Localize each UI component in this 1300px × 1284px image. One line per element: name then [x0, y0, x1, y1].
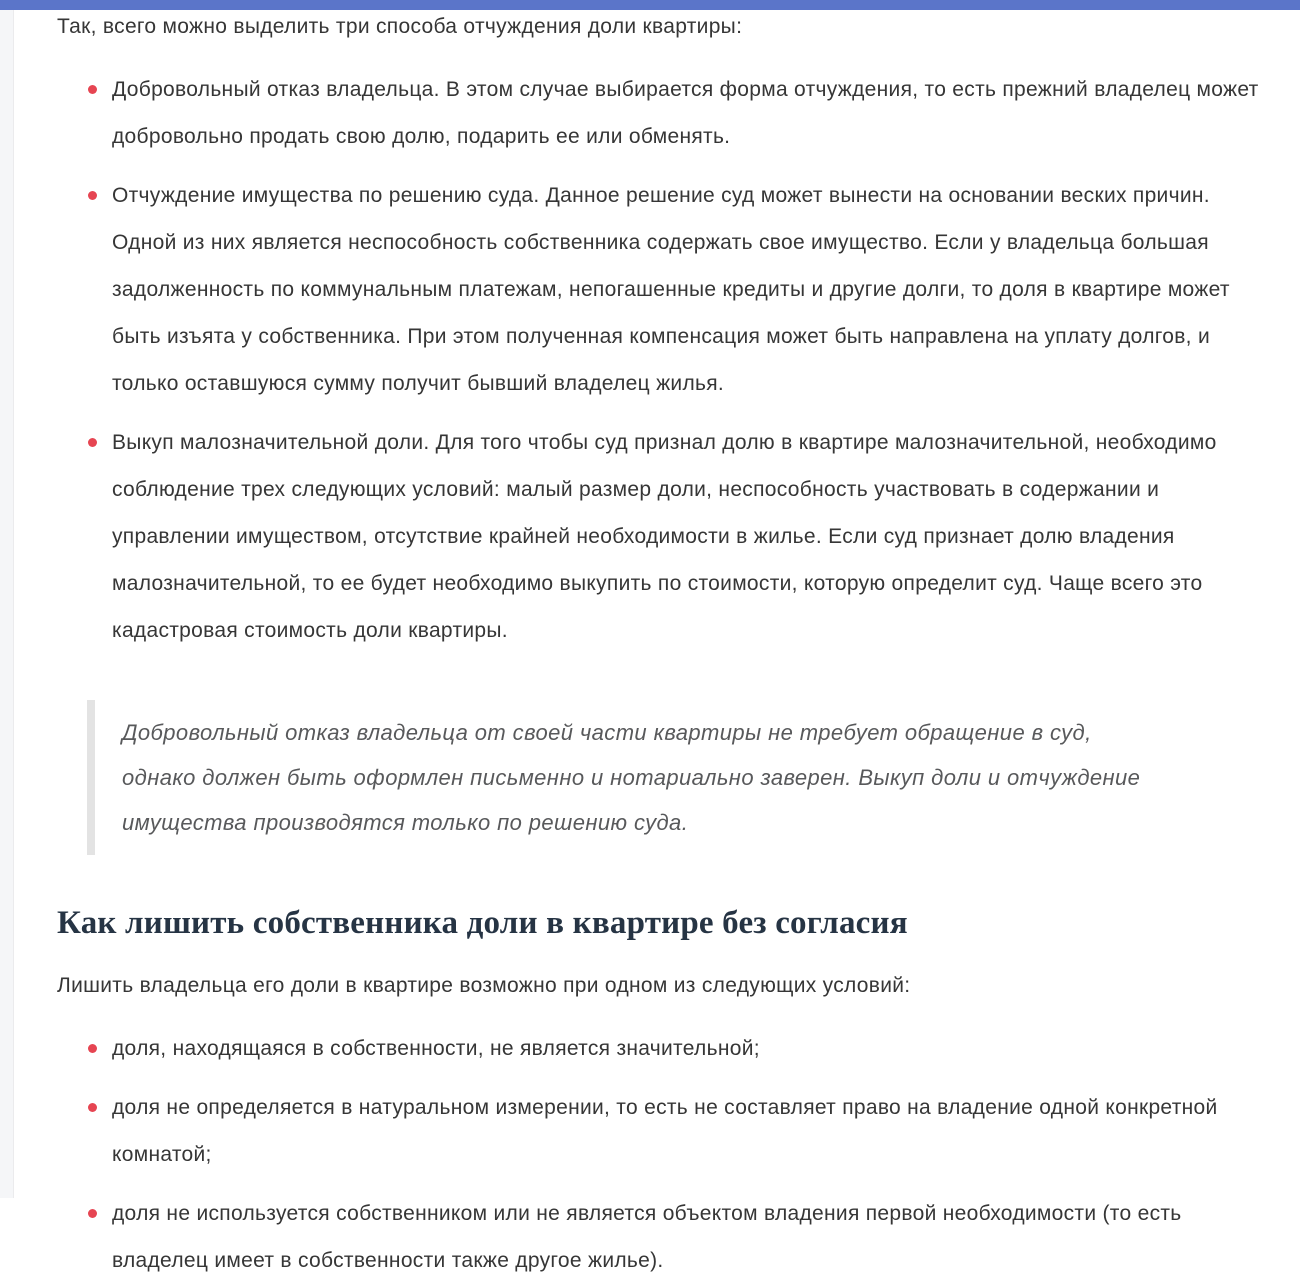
disposal-methods-list: [57, 66, 1260, 654]
quote-text: Добровольный отказ владельца от своей части квартиры не требует обращение в суд, однако должен быть оформлен письменно и нотариально заверен. Выкуп доли и отчуждение имущества производятся только по решению суда.: [122, 720, 1141, 835]
bullet-dot-icon: [88, 85, 97, 94]
list-item: [112, 1190, 1260, 1284]
list-item-text: Отчуждение имущества по решению суда. Данное решение суд может вынести на основании веских причин. Одной из них является неспособность собственника содержать свое имущество. Если у владельца большая задолженность по коммунальным платежам, непогашенные кредиты и другие долги, то доля в квартире может быть изъята у собственника. При этом полученная компенсация может быть направлена на уплату долгов, и только оставшуюся сумму получит бывший владелец жилья.: [112, 184, 1230, 395]
list-item: [112, 1084, 1260, 1178]
quote-block: [87, 700, 1200, 855]
conditions-paragraph: Лишить владельца его доли в квартире возможно при одном из следующих условий:: [57, 974, 911, 997]
section-heading: Как лишить собственника доли в квартире без согласия: [57, 905, 908, 941]
bullet-dot-icon: [88, 1103, 97, 1112]
list-item-text: доля, находящаяся в собственности, не является значительной;: [112, 1037, 760, 1060]
bullet-dot-icon: [88, 438, 97, 447]
list-item: [112, 1025, 1260, 1072]
conditions-list: [57, 1025, 1260, 1284]
bullet-dot-icon: [88, 1044, 97, 1053]
list-item-text: Выкуп малозначительной доли. Для того чтобы суд признал долю в квартире малозначительной, необходимо соблюдение трех следующих условий: малый размер доли, неспособность участвовать в содержании и управлении имуществом, отсутствие крайней необходимости в жилье. Если суд признает долю владения малозначительной, то ее будет необходимо выкупить по стоимости, которую определит суд. Чаще всего это кадастровая стоимость доли квартиры.: [112, 431, 1217, 642]
list-item: [112, 172, 1260, 407]
list-item: [112, 419, 1260, 654]
top-accent-bar: [0, 0, 1300, 10]
list-item: [112, 66, 1260, 160]
list-item-text: Добровольный отказ владельца. В этом случае выбирается форма отчуждения, то есть прежний владелец может добровольно продать свою долю, подарить ее или обменять.: [112, 78, 1259, 148]
intro-paragraph: Так, всего можно выделить три способа отчуждения доли квартиры:: [57, 15, 743, 38]
list-item-text: доля не используется собственником или не является объектом владения первой необходимости (то есть владелец имеет в собственности также другое жилье).: [112, 1202, 1182, 1272]
list-item-text: доля не определяется в натуральном измерении, то есть не составляет право на владение одной конкретной комнатой;: [112, 1096, 1218, 1166]
bullet-dot-icon: [88, 1209, 97, 1218]
bullet-dot-icon: [88, 191, 97, 200]
article-content: [57, 0, 1260, 1284]
page-left-gutter: [0, 10, 14, 1198]
